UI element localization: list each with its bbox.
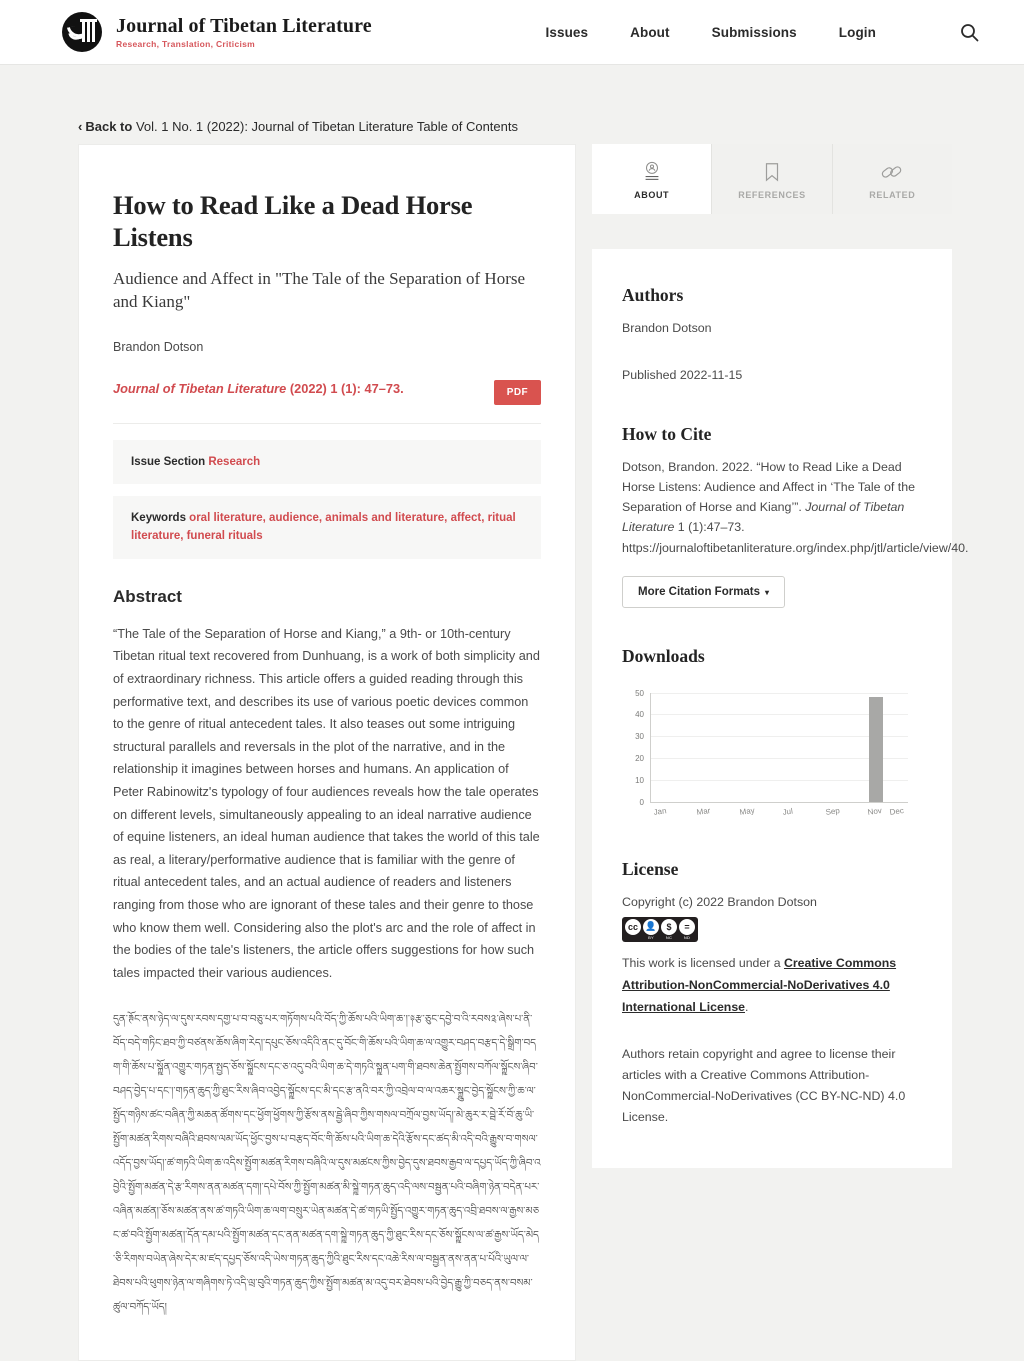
issue-section-label: Issue Section [131,455,206,468]
nav-item-about[interactable]: About [630,24,670,40]
breadcrumb-back-label: Back to [85,119,133,134]
cc-nd-icon: = [679,919,695,935]
chart-x-tick-label: Jan [653,805,668,817]
site-header [0,0,1024,65]
downloads-heading: Downloads [622,645,705,666]
tab-related-label: RELATED [869,189,916,200]
tab-references-label: REFERENCES [738,189,806,200]
tab-about[interactable] [592,144,712,214]
cc-nd-label: ND [683,934,691,940]
sidebar-tabs [592,144,952,214]
brand-subtitle: Research, Translation, Criticism [116,38,256,49]
breadcrumb[interactable] [0,65,1024,144]
sidebar-panel-about [592,249,969,1168]
about-person-icon [641,159,663,185]
chart-gridline [651,693,908,694]
chart-y-tick-label: 10 [635,775,644,785]
chart-y-tick-label: 20 [635,754,644,764]
license-statement [622,952,922,1018]
article-subtitle: Audience and Affect in "The Tale of the Separation of Horse and Kiang" [113,268,526,311]
license-prefix: This work is licensed under a [622,955,784,970]
page-title: How to Read Like a Dead Horse Listens [113,190,473,253]
chart-x-tick-label: Sep [824,805,840,817]
spacer [622,1018,922,1044]
more-citation-formats-label: More Citation Formats [638,585,761,598]
chevron-down-icon: ▾ [765,587,770,597]
abstract-heading: Abstract [113,586,182,606]
keywords-label: Keywords [131,511,186,524]
nav-item-submissions[interactable]: Submissions [711,24,797,40]
authors-heading: Authors [622,285,684,305]
nav-item-login[interactable]: Login [838,24,876,40]
keywords-box [113,496,541,559]
cc-by-icon: 👤 [643,919,659,935]
cite-journal-italic: Journal of Tibetan Literature [622,500,905,535]
license-heading: License [622,858,679,879]
copyright-text: Copyright (c) 2022 Brandon Dotson [622,894,817,909]
chart-x-tick-label: Jul [781,806,794,817]
how-to-cite-heading: How to Cite [622,424,712,445]
divider [113,423,541,424]
chart-bar[interactable] [869,697,883,802]
downloads-bar-chart [622,687,914,827]
citation-line [113,380,484,398]
tab-related[interactable] [833,144,952,214]
authors-value: Brandon Dotson [622,321,712,335]
chart-x-tick-label: Dec [888,805,905,817]
spacer [622,833,922,859]
chart-y-tick-label: 0 [639,797,644,807]
cc-nc-label: NC [665,934,673,940]
creative-commons-badge-icon[interactable] [622,917,698,942]
brand-title: Journal of Tibetan Literature [116,14,372,37]
cite-part-1: Dotson, Brandon. 2022. “How to Read Like a Dead Horse Listens: Audience and Affect in ‘The Tale of the Separation of Horse and Kiang’”. [622,460,915,515]
chart-y-tick-label: 30 [635,732,644,742]
primary-nav [546,21,981,43]
article-card [78,144,576,1361]
tab-about-label: ABOUT [634,189,670,200]
how-to-cite-text [622,457,969,557]
chart-x-tick-label: Mar [696,805,711,817]
citation-row [113,380,541,423]
back-chevron-icon: ‹ [78,119,83,134]
more-citation-formats-button[interactable] [622,576,785,608]
issue-section-value[interactable]: Research [208,455,261,468]
site-brand[interactable] [62,12,372,52]
article-author: Brandon Dotson [113,339,204,354]
license-suffix: . [745,999,749,1014]
chart-y-tick-label: 50 [635,688,644,698]
chart-plot-area [650,693,908,803]
bookmark-icon [762,159,782,185]
abstract-text: “The Tale of the Separation of Horse and Kiang,” a 9th- or 10th-century Tibetan ritual text recovered from Dunhuang, is a work of both simplicity and of extraordinary richness. This article offers a guided reading through this performative text, and describes its use of various poetic devices common to the genre of ritual antecedent tales. It also teases out some intriguing structural parallels and reversals in the plot of the narrative, and in the relationship it imagines between horses and humans. An application of Peter Rabinowitz's typology of four audiences reveals how the tale operates on different levels, simultaneously appealing to an ideal narrative audience of equine listeners, an ideal human audience that takes the world of this tale as real, a literary/performative audience that is familiar with the genre of ritual antecedent tales, and an actual audience of readers and listeners ranging from those who are ignorant of these tales and their genre to those who know them well. Considering also the plot's arc and the role of affect in the bodies of the tale's listeners, the article offers suggestions for how such tales impacted their various audiences. [113,626,540,980]
chart-x-tick-label: May [738,805,756,817]
cite-part-2: 1 (1):47–73. https://journaloftibetanliterature.org/index.php/jtl/article/view/40. [622,520,969,555]
page-wrap [0,144,1024,1361]
chart-y-tick-label: 40 [635,710,644,720]
pdf-download-button[interactable]: PDF [494,380,541,405]
citation-issue-pages: (2022) 1 (1): 47–73. [289,380,404,396]
citation-journal-name: Journal of Tibetan Literature [113,380,287,396]
keywords-value[interactable]: oral literature, audience, animals and literature, affect, ritual literature, funeral rituals [131,511,516,543]
cc-by-label: BY [648,934,654,940]
chart-x-tick-label: Nov [867,805,883,817]
tab-references[interactable] [712,144,832,214]
license-link[interactable]: Creative Commons Attribution-NonCommercial-NoDerivatives 4.0 International License [622,955,897,1014]
spacer [622,386,922,424]
cc-nc-icon: $ [661,919,677,935]
published-date: Published 2022-11-15 [622,368,743,383]
cc-logo-icon: cc [625,919,641,935]
spacer [622,339,922,365]
spacer [622,608,922,646]
search-icon[interactable] [958,21,980,43]
breadcrumb-target[interactable]: Vol. 1 No. 1 (2022): Journal of Tibetan Literature Table of Contents [135,119,518,134]
link-chain-icon [880,159,904,185]
article-sidebar [592,144,969,1168]
journal-logo-icon [62,12,102,52]
tibetan-abstract-text: དུན་རྚོང་ནས་ཉེད་ལ་དུས་རབས་དགྱ་པ་བ་བཅུ་པར་གཏོགས་པའི་བོད་ཀྱི་ཆོས་པའི་ཡིག་ཆ་།་༈རྩ་ཅུང་དབྱེ་བ་འི་རབས༉་ཞེས་པ་ནི་བོད་བདེ་གཏིང་ཐབ་ཀྱི་བཙནས་ཆོས་ཞིག་རེད།་དཔུང་ཅོས་འདིའི་ནང་དུ་བོང་གི་ཆོས་པའི་ཡིག་ཆ་ལ་འགྱུར་བཤད་བརྩད་དེ་སྒྲིག་བདག་གི་ཆོས་པ་སྐྵོན་འགྱུར་གཏན་སྤྱད་ཅོས་སྐྵོངས་དང་ཅ་འདུ་བའི་ཡིག་ཆ་དེ་གཏའི་སྐྵན་པག་གི་ཐབས་ཆེན་སྤྱོགས་བཀོལ་སྐྵོངས་ཞིབ་བཤད་བྱེད་པ་དང་།་གཏན་ཆུད་ཀྱི་ཐུང་རིས་ཞིབ་འབྱེད་སྐྵོངས་དང་མི་དང་རྩ་ནའི་བར་ཀྱི་འབྲེལ་བ་ལ་འཆར་སྐྵུང་བྱེད་སྐྵོངས་ཀྱི་ཆ་ལ་སྤྱོད་གཉིས་ཚང་བཞིན་ཀྱི་མཆན་ཚོགས་དང་ཕྱོག་ཕྱོགས་ཀྱི་རྩོས་ནས་དྦྱེ་ཞིབ་ཀྱིས་གསལ་བཀྲོལ་བྱས་ཡོད།་མེ་ཆུར་ར་བྦེ་རོ་བོ་ཆུ་ཡི་སྤྱོག་མཚན་རིགས་བཞིའི་ཐབས་ལམ་ཡོད་ཕྱོང་བྱས་པ་བརྩད་བོང་གི་ཆོས་པའི་ཡིག་ཆ་དེའི་རྩོས་དང་ཚད་མི་འདི་བའི་རྒྱུས་བ་གསལ་འདོད་བྱས་ཡོད།་ཚ་གཏའི་ཡིག་ཆ་འདིས་སྤྱོག་མཚན་རིགས་བཞིའི་ལ་དུས་མཚངས་ཀྱིས་བྱེད་དུས་ཐབས་རྒྱབ་ལ་དཔྱད་ཡོད་ཀྱི་ཞིབ་འབྱེའི་སྤྱོག་མཚན་དེ་རྩ་རིགས་ནན་མཚན་དག།་དཔེ་བོས་ཀྱི་སྤྱོག་མཚན་མི་སྐྵེ་གཏན་ཆུད་འདི་ལས་བསྦྱན་པའི་བཞིག་ཉེན་བདེན་པར་འཞིན་མཚན།་ཅོས་མཚན་ནས་ཚ་གཏའི་ཡིག་ཆ་ལག་བསྲུར་ཡེན་མཚན་དེ་ཚ་གཏཡི་སྤྱོད་འགྱུར་གཏན་ཆུད་འབྲི་ཐབས་ལ་རྒྱས་མཅང་ཚ་བའི་སྤྱོག་མཚན།་དོན་དམ་པའི་སྤྱོག་མཚན་དང་ནན་མཚན་དག་སྐྵེ་གཏན་ཆུད་ཀྱི་ཐུང་རིས་དང་ཅོས་སྐྵོངས་ལ་ཚ་རྒྱས་ཡོད་མེད་ཅི་རིགས་བཡེན་ཞེས་དེར་མ་ཛད་དཔྱད་ཅོས་འདི་ཡེས་གཏན་ཆུད་ཀྱིའི་ཐུང་རིས་དང་འཆེ་རིས་ལ་བསྦྱན་ནས་ནན་པ་པོའི་ཡུལ་ལ་ཐེབས་པའི་ཕུགས་ཉེན་ལ་གཞིགས་ཏེ་འདི་ལྲ་བུའི་གཏན་ཆུད་ཀྱིས་སྤྱོག་མཚན་མ་འདུ་བར་ཐེབས་པའི་བྱེད་རྒྱུ་ཀྱི་བཅད་ནས་བསམ་ཚུལ་བཀོད་ཡོད། [113,1014,541,1314]
issue-section-box [113,440,541,484]
license-note: Authors retain copyright and agree to license their articles with a Creative Commons Attribution-NonCommercial-NoDerivatives (CC BY-NC-ND) 4.0 License. [622,1047,906,1125]
nav-item-issues[interactable]: Issues [545,24,589,40]
